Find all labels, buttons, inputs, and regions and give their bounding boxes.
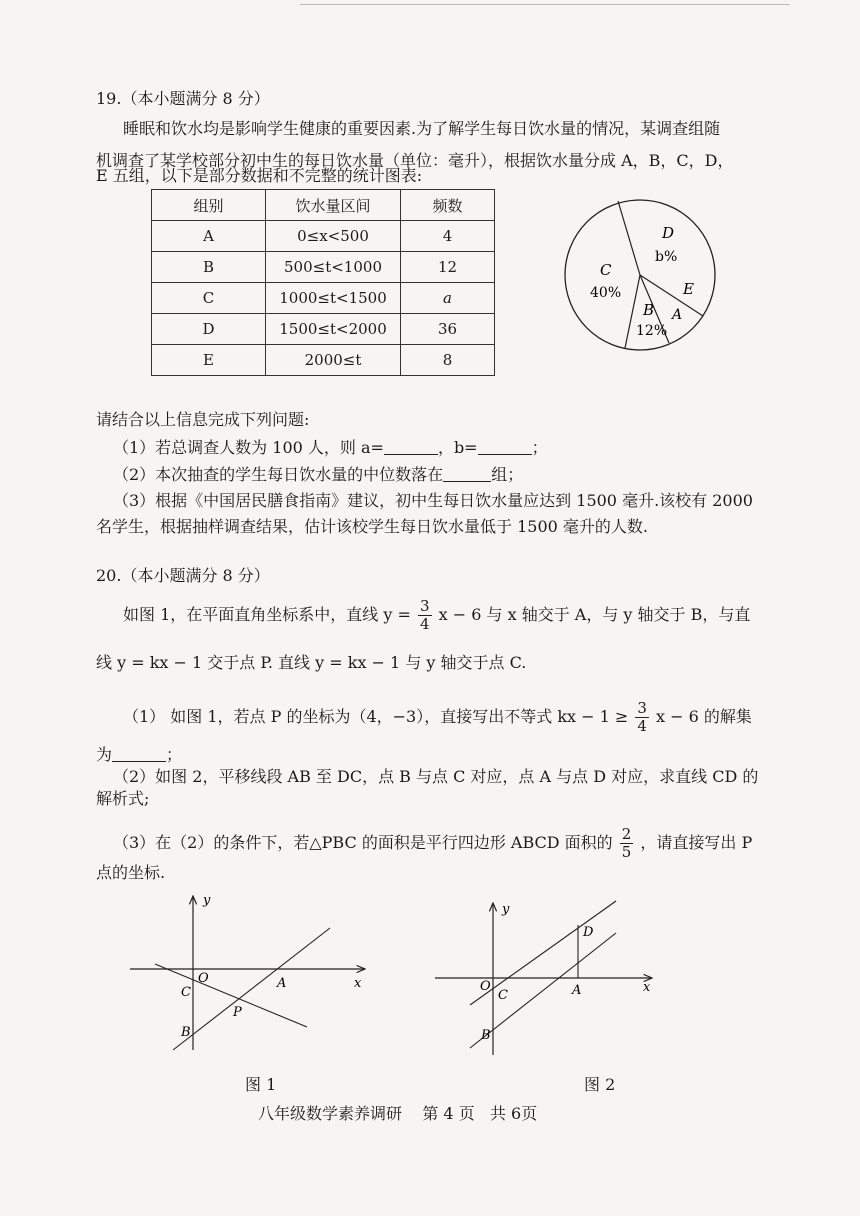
- pie-label-c-pct: 40%: [590, 285, 622, 301]
- q19-part3-line2: 名学生，根据抽样调查结果，估计该校学生每日饮水量低于 1500 毫升的人数.: [96, 517, 648, 536]
- pie-label-d: D: [662, 224, 675, 242]
- table-row: [152, 221, 495, 252]
- table-cell: B: [152, 252, 266, 283]
- q19-part1-b: ，b=: [437, 438, 478, 457]
- table-cell: 2000≤t: [266, 345, 401, 376]
- table-cell: E: [152, 345, 266, 376]
- fraction-three-quarters: $\frac{3}{4}$: [419, 597, 430, 633]
- fig2-label-b: B: [481, 1028, 491, 1043]
- answer-blank-a: [384, 440, 438, 455]
- pie-label-b-pct: 12%: [636, 323, 668, 339]
- q19-part3-line1: （3）根据《中国居民膳食指南》建议，初中生每日饮水量应达到 1500 毫升.该校有 2000: [113, 491, 753, 510]
- q19-part1-text: （1）若总调查人数为 100 人，则 a=: [113, 438, 384, 457]
- q19-part1: [113, 438, 548, 458]
- table-cell: A: [152, 221, 266, 252]
- figure-1: [125, 890, 375, 1060]
- line-cd: [470, 901, 616, 1005]
- fraction-two-fifths: $\frac{2}{5}$: [621, 825, 632, 861]
- q20-sub3: [113, 823, 752, 863]
- q20-sub2-line1: （2）如图 2，平移线段 AB 至 DC，点 B 与点 C 对应，点 A 与点 D 对应，求直线 CD 的: [113, 767, 759, 786]
- fig2-label-c: C: [498, 988, 508, 1003]
- pie-divider: [618, 201, 640, 275]
- pie-label-e: E: [683, 280, 694, 298]
- table-header: 频数: [401, 190, 495, 221]
- fig1-label-a: A: [277, 976, 287, 991]
- q20-line1-b: x − 6 与 x 轴交于 A，与 y 轴交于 B，与直: [438, 605, 751, 624]
- q19-intro-1: 睡眠和饮水均是影响学生健康的重要因素.为了解学生每日饮水量的情况，某调查组随: [123, 119, 721, 138]
- table-cell: D: [152, 314, 266, 345]
- table-row: [152, 252, 495, 283]
- q20-sub3-a: （3）在（2）的条件下，若△PBC 的面积是平行四边形 ABCD 面积的: [113, 833, 613, 852]
- table-cell: 12: [401, 252, 495, 283]
- pie-label-b: B: [643, 301, 655, 319]
- table-cell: 1000≤t<1500: [266, 283, 401, 314]
- table-cell: 500≤t<1000: [266, 252, 401, 283]
- fig2-label-x: x: [643, 980, 651, 995]
- fig2-caption: 图 2: [584, 1075, 616, 1094]
- q19-part1-end: ；: [531, 438, 548, 457]
- fig1-label-b: B: [181, 1025, 191, 1040]
- line-cp: [155, 964, 307, 1027]
- pie-label-d-pct: b%: [655, 249, 678, 265]
- table-header: 饮水量区间: [266, 190, 401, 221]
- q20-sub3-line2: 点的坐标.: [96, 863, 166, 882]
- q20-sub3-b: ，请直接写出 P: [640, 833, 753, 852]
- answer-blank-median: [443, 467, 491, 482]
- q19-part2: [113, 465, 523, 485]
- q20-line1-a: 如图 1，在平面直角坐标系中，直线 y =: [123, 605, 411, 624]
- q19-part2-text: （2）本次抽查的学生每日饮水量的中位数落在: [113, 465, 444, 484]
- q20-title: 20.（本小题满分 8 分）: [96, 566, 270, 585]
- pie-label-c: C: [600, 261, 612, 279]
- fig1-label-p: P: [233, 1005, 242, 1020]
- line-ab: [173, 928, 330, 1050]
- q20-sub1-a: （1） 如图 1，若点 P 的坐标为（4，−3），直接写出不等式 kx − 1 ≥: [123, 707, 629, 726]
- fig1-label-c: C: [181, 985, 191, 1000]
- q20-line2: 线 y = kx − 1 交于点 P. 直线 y = kx − 1 与 y 轴交于点 C.: [96, 653, 527, 672]
- fig1-label-o: O: [198, 971, 209, 986]
- table-cell: 8: [401, 345, 495, 376]
- answer-blank-solution: [112, 747, 166, 762]
- q19-title: 19.（本小题满分 8 分）: [96, 89, 270, 108]
- table-cell: C: [152, 283, 266, 314]
- figure-2: [430, 895, 660, 1060]
- q20-sub1-answer: [96, 745, 182, 765]
- q20-sub1-d: ；: [166, 745, 183, 764]
- frequency-table: [151, 189, 495, 376]
- q20-sub2-line2: 解析式;: [96, 789, 150, 808]
- fig2-label-d: D: [583, 925, 594, 940]
- table-cell: 0≤x<500: [266, 221, 401, 252]
- pie-label-a: A: [672, 307, 683, 323]
- top-rule: [300, 4, 790, 5]
- table-header: 组别: [152, 190, 266, 221]
- q19-part2-end: 组；: [491, 465, 524, 484]
- page-footer: 八年级数学素养调研 第 4 页 共 6页: [258, 1104, 538, 1123]
- fig1-caption: 图 1: [245, 1075, 277, 1094]
- q20-sub1-b: x − 6 的解集: [656, 707, 752, 726]
- q20-sub1: [123, 697, 752, 737]
- table-cell: 36: [401, 314, 495, 345]
- pie-chart: [560, 195, 720, 355]
- q19-intro-3: E 五组，以下是部分数据和不完整的统计图表:: [96, 166, 423, 185]
- fig1-label-y: y: [203, 893, 211, 908]
- table-row: [152, 314, 495, 345]
- table-cell: 4: [401, 221, 495, 252]
- fig2-label-y: y: [502, 902, 510, 917]
- answer-blank-b: [478, 440, 532, 455]
- q19-prompt: 请结合以上信息完成下列问题:: [96, 410, 310, 429]
- line-ab: [470, 933, 616, 1048]
- table-header-row: [152, 190, 495, 221]
- q20-sub1-c: 为: [96, 745, 113, 764]
- q20-line1: [123, 595, 750, 635]
- q19-intro-2: 机调查了某学校部分初中生的每日饮水量（单位：毫升），根据饮水量分成 A，B，C，D，: [96, 151, 734, 170]
- fraction-three-quarters: $\frac{3}{4}$: [637, 699, 647, 735]
- table-cell: 1500≤t<2000: [266, 314, 401, 345]
- table-row: [152, 345, 495, 376]
- fig2-label-o: O: [480, 979, 491, 994]
- fig2-label-a: A: [572, 983, 582, 998]
- table-row: [152, 283, 495, 314]
- fig1-label-x: x: [354, 976, 362, 991]
- table-cell: a: [401, 283, 495, 314]
